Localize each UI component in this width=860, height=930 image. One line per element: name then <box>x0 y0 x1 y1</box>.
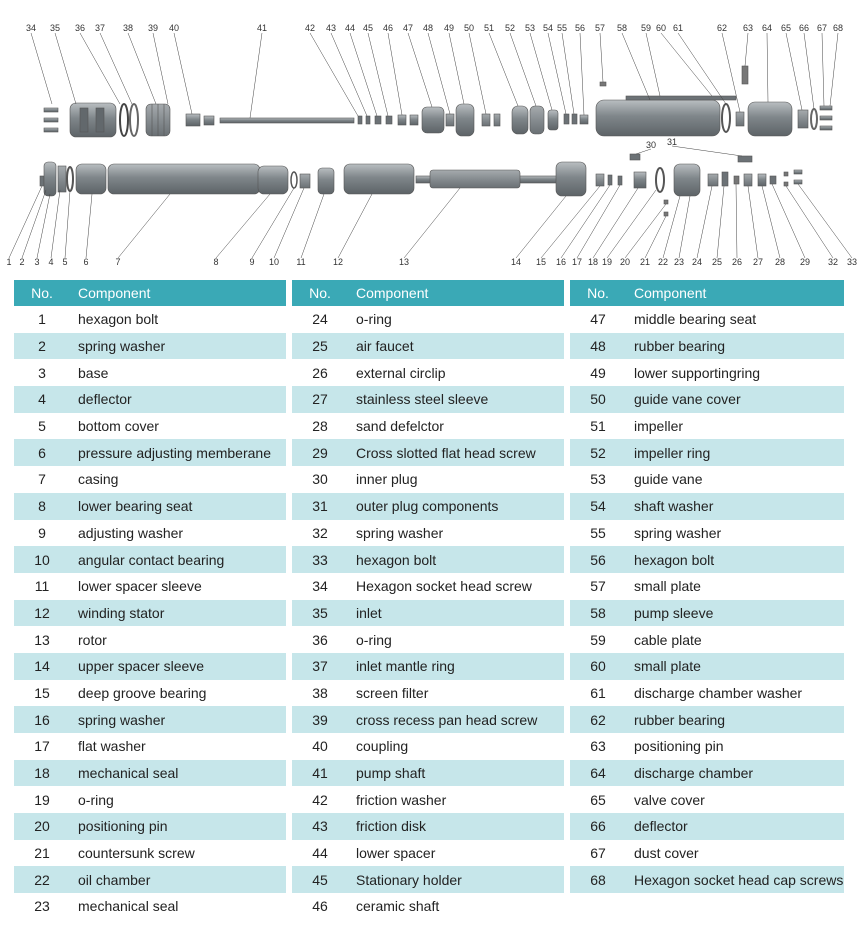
part-name: middle bearing seat <box>634 311 757 328</box>
part-name: deflector <box>626 813 844 840</box>
part-name: cable plate <box>634 631 702 648</box>
part-name: spring washer <box>70 333 286 360</box>
table-row <box>570 626 844 653</box>
callout-28: 28 <box>774 257 786 267</box>
callout-34: 34 <box>25 23 37 33</box>
table-row <box>292 893 564 920</box>
part-name: guide vane cover <box>626 386 844 413</box>
part-name: coupling <box>356 738 409 755</box>
table-row <box>14 813 286 840</box>
part-number: 50 <box>570 386 626 413</box>
callout-60: 60 <box>655 23 667 33</box>
part-number: 24 <box>312 311 328 328</box>
part-number: 15 <box>34 684 50 701</box>
callout-16: 16 <box>555 257 567 267</box>
part-name: dust cover <box>634 845 699 862</box>
part-name: bottom cover <box>78 418 159 435</box>
callout-14: 14 <box>510 257 522 267</box>
callout-12: 12 <box>332 257 344 267</box>
part-number: 5 <box>38 418 46 435</box>
callout-39: 39 <box>147 23 159 33</box>
table-row <box>292 413 564 440</box>
part-number: 63 <box>590 738 606 755</box>
part-number: 11 <box>34 578 50 595</box>
part-number: 65 <box>590 791 606 808</box>
callout-2: 2 <box>19 257 25 267</box>
part-number: 56 <box>570 546 626 573</box>
part-name: external circlip <box>356 364 446 381</box>
part-name: impeller <box>634 418 684 435</box>
table-row <box>14 359 286 386</box>
table-row <box>570 573 844 600</box>
part-name: screen filter <box>356 684 429 701</box>
callout-5: 5 <box>62 257 68 267</box>
callout-57: 57 <box>594 23 606 33</box>
part-name: friction washer <box>356 791 447 808</box>
callout-9: 9 <box>249 257 255 267</box>
part-number: 3 <box>38 364 46 381</box>
part-name: winding stator <box>70 600 286 627</box>
part-number: 46 <box>312 898 328 915</box>
part-number: 25 <box>292 333 348 360</box>
table-row <box>570 760 844 787</box>
part-number: 52 <box>570 439 626 466</box>
part-name: pump sleeve <box>626 600 844 627</box>
table-row <box>570 439 844 466</box>
part-number: 22 <box>14 866 70 893</box>
callout-37: 37 <box>94 23 106 33</box>
part-name: sand defelctor <box>356 418 444 435</box>
part-number: 36 <box>312 631 328 648</box>
table-row <box>14 760 286 787</box>
callout-68: 68 <box>832 23 844 33</box>
part-number: 29 <box>292 439 348 466</box>
callout-62: 62 <box>716 23 728 33</box>
callout-3: 3 <box>34 257 40 267</box>
callout-66: 66 <box>798 23 810 33</box>
callout-38: 38 <box>122 23 134 33</box>
callout-labels <box>6 23 857 267</box>
component-table-1 <box>14 280 286 920</box>
table-row <box>292 786 564 813</box>
table-row <box>570 413 844 440</box>
callout-7: 7 <box>115 257 121 267</box>
table-row <box>570 706 844 733</box>
part-number: 60 <box>570 653 626 680</box>
part-number: 20 <box>14 813 70 840</box>
part-name: oil chamber <box>70 866 286 893</box>
part-number: 16 <box>14 706 70 733</box>
part-number: 47 <box>590 311 606 328</box>
callout-50: 50 <box>463 23 475 33</box>
part-number: 9 <box>38 524 46 541</box>
part-name: cross recess pan head screw <box>348 706 564 733</box>
part-number: 19 <box>34 791 50 808</box>
part-name: upper spacer sleeve <box>70 653 286 680</box>
table-row <box>14 653 286 680</box>
part-name: angular contact bearing <box>70 546 286 573</box>
part-number: 33 <box>292 546 348 573</box>
table-row <box>14 386 286 413</box>
callout-20: 20 <box>619 257 631 267</box>
part-name: shaft washer <box>626 493 844 520</box>
part-name: o-ring <box>356 311 392 328</box>
part-name: mechanical seal <box>78 898 179 915</box>
callout-29: 29 <box>799 257 811 267</box>
table-header <box>14 280 286 306</box>
callout-54: 54 <box>542 23 554 33</box>
table-row <box>292 600 564 627</box>
header-no: No. <box>570 280 626 306</box>
part-name: rubber bearing <box>626 706 844 733</box>
header-no: No. <box>292 280 348 306</box>
header-no: No. <box>14 280 70 306</box>
table-row <box>14 520 286 547</box>
table-row <box>292 653 564 680</box>
part-number: 35 <box>292 600 348 627</box>
table-row <box>14 466 286 493</box>
callout-53: 53 <box>524 23 536 33</box>
table-row <box>292 333 564 360</box>
table-row <box>14 840 286 867</box>
callout-65: 65 <box>780 23 792 33</box>
part-number: 14 <box>14 653 70 680</box>
callout-30: 30 <box>645 140 657 150</box>
part-number: 13 <box>34 631 50 648</box>
part-number: 30 <box>312 471 328 488</box>
table-row <box>570 546 844 573</box>
callout-64: 64 <box>761 23 773 33</box>
table-row <box>14 306 286 333</box>
part-number: 42 <box>312 791 328 808</box>
part-name: discharge chamber <box>626 760 844 787</box>
callout-15: 15 <box>535 257 547 267</box>
part-number: 41 <box>292 760 348 787</box>
part-number: 53 <box>590 471 606 488</box>
part-name: pump shaft <box>348 760 564 787</box>
part-number: 54 <box>570 493 626 520</box>
callout-42: 42 <box>304 23 316 33</box>
callout-22: 22 <box>657 257 669 267</box>
part-number: 67 <box>590 845 606 862</box>
part-number: 8 <box>14 493 70 520</box>
table-row <box>14 626 286 653</box>
callout-40: 40 <box>168 23 180 33</box>
part-name: impeller ring <box>626 439 844 466</box>
part-name: pressure adjusting memberane <box>70 439 286 466</box>
part-name: inlet mantle ring <box>348 653 564 680</box>
part-name: small plate <box>634 578 701 595</box>
table-row <box>14 333 286 360</box>
part-name: o-ring <box>356 631 392 648</box>
table-row <box>14 706 286 733</box>
table-row <box>14 493 286 520</box>
header-component: Component <box>70 280 286 306</box>
part-name: spring washer <box>70 706 286 733</box>
part-name: rotor <box>78 631 107 648</box>
callout-24: 24 <box>691 257 703 267</box>
part-number: 64 <box>570 760 626 787</box>
callout-63: 63 <box>742 23 754 33</box>
part-name: positioning pin <box>634 738 724 755</box>
part-name: rubber bearing <box>626 333 844 360</box>
table-row <box>14 866 286 893</box>
callout-21: 21 <box>639 257 651 267</box>
part-name: hexagon bolt <box>348 546 564 573</box>
part-number: 23 <box>34 898 50 915</box>
table-row <box>570 306 844 333</box>
part-name: lower spacer <box>356 845 436 862</box>
table-row <box>14 600 286 627</box>
callout-59: 59 <box>640 23 652 33</box>
table-row <box>570 786 844 813</box>
table-row <box>292 573 564 600</box>
part-name: small plate <box>626 653 844 680</box>
part-name: outer plug components <box>348 493 564 520</box>
leader-lines <box>9 33 852 258</box>
part-number: 66 <box>570 813 626 840</box>
part-name: guide vane <box>634 471 703 488</box>
table-row <box>292 493 564 520</box>
table-row <box>292 813 564 840</box>
part-number: 51 <box>590 418 606 435</box>
part-number: 40 <box>312 738 328 755</box>
table-row <box>14 439 286 466</box>
part-number: 38 <box>312 684 328 701</box>
part-number: 32 <box>312 524 328 541</box>
part-name: ceramic shaft <box>356 898 440 915</box>
table-row <box>570 813 844 840</box>
callout-46: 46 <box>382 23 394 33</box>
part-number: 44 <box>312 845 328 862</box>
callout-10: 10 <box>268 257 280 267</box>
callout-31: 31 <box>666 137 678 147</box>
motor-assembly-parts <box>40 154 802 216</box>
part-number: 21 <box>34 845 50 862</box>
callout-44: 44 <box>344 23 356 33</box>
table-row <box>14 680 286 707</box>
part-name: discharge chamber washer <box>634 684 803 701</box>
part-name: deep groove bearing <box>78 684 207 701</box>
part-name: lower supportingring <box>634 364 761 381</box>
part-name: Hexagon socket head cap screws <box>626 866 844 893</box>
header-component: Component <box>626 280 844 306</box>
table-row <box>14 546 286 573</box>
part-number: 62 <box>570 706 626 733</box>
part-number: 10 <box>14 546 70 573</box>
part-name <box>626 893 844 920</box>
part-name: Stationary holder <box>348 866 564 893</box>
part-number: 34 <box>312 578 328 595</box>
table-row <box>292 680 564 707</box>
callout-47: 47 <box>402 23 414 33</box>
part-number: 37 <box>292 653 348 680</box>
callout-55: 55 <box>556 23 568 33</box>
part-number: 17 <box>34 738 50 755</box>
part-name: positioning pin <box>70 813 286 840</box>
callout-58: 58 <box>616 23 628 33</box>
table-row <box>292 706 564 733</box>
part-number: 48 <box>570 333 626 360</box>
table-row <box>292 733 564 760</box>
callout-45: 45 <box>362 23 374 33</box>
part-name: Hexagon socket head screw <box>356 578 532 595</box>
callout-49: 49 <box>443 23 455 33</box>
callout-4: 4 <box>48 257 54 267</box>
callout-17: 17 <box>571 257 583 267</box>
table-row <box>570 466 844 493</box>
part-number: 18 <box>14 760 70 787</box>
part-name: adjusting washer <box>78 524 184 541</box>
table-row <box>570 680 844 707</box>
part-name: inner plug <box>356 471 418 488</box>
part-number: 55 <box>590 524 606 541</box>
callout-6: 6 <box>83 257 89 267</box>
part-name: countersunk screw <box>78 845 195 862</box>
table-row <box>292 466 564 493</box>
part-number: 68 <box>570 866 626 893</box>
part-name: spring washer <box>634 524 722 541</box>
part-number: 49 <box>590 364 606 381</box>
callout-51: 51 <box>483 23 495 33</box>
table-row <box>292 626 564 653</box>
table-row <box>570 600 844 627</box>
part-name: valve cover <box>634 791 705 808</box>
table-row <box>570 866 844 893</box>
table-row <box>570 893 844 920</box>
table-row <box>570 493 844 520</box>
table-row <box>292 546 564 573</box>
callout-1: 1 <box>6 257 12 267</box>
callout-13: 13 <box>398 257 410 267</box>
table-row <box>292 520 564 547</box>
callout-41: 41 <box>256 23 268 33</box>
callout-25: 25 <box>711 257 723 267</box>
callout-19: 19 <box>601 257 613 267</box>
table-row <box>570 840 844 867</box>
callout-27: 27 <box>752 257 764 267</box>
component-table-2 <box>292 280 564 920</box>
part-number: 27 <box>292 386 348 413</box>
table-row <box>570 520 844 547</box>
part-number: 12 <box>14 600 70 627</box>
table-row <box>570 653 844 680</box>
part-name: o-ring <box>78 791 114 808</box>
part-number <box>570 893 626 920</box>
table-row <box>292 760 564 787</box>
table-row <box>292 359 564 386</box>
table-row <box>14 733 286 760</box>
part-number: 59 <box>590 631 606 648</box>
callout-35: 35 <box>49 23 61 33</box>
part-name: mechanical seal <box>70 760 286 787</box>
part-number: 2 <box>14 333 70 360</box>
table-row <box>570 386 844 413</box>
table-row <box>14 893 286 920</box>
part-name: Cross slotted flat head screw <box>348 439 564 466</box>
table-row <box>570 733 844 760</box>
part-number: 1 <box>38 311 46 328</box>
callout-67: 67 <box>816 23 828 33</box>
part-name: stainless steel sleeve <box>348 386 564 413</box>
table-row <box>570 359 844 386</box>
part-number: 57 <box>590 578 606 595</box>
header-component: Component <box>348 280 564 306</box>
callout-26: 26 <box>731 257 743 267</box>
part-number: 45 <box>292 866 348 893</box>
part-name: flat washer <box>78 738 146 755</box>
part-number: 39 <box>292 706 348 733</box>
part-name: lower bearing seat <box>70 493 286 520</box>
callout-61: 61 <box>672 23 684 33</box>
callout-43: 43 <box>325 23 337 33</box>
table-header <box>292 280 564 306</box>
part-number: 6 <box>14 439 70 466</box>
callout-52: 52 <box>504 23 516 33</box>
part-number: 43 <box>292 813 348 840</box>
part-name: spring washer <box>356 524 444 541</box>
callout-36: 36 <box>74 23 86 33</box>
component-table-3 <box>570 280 844 920</box>
table-row <box>14 573 286 600</box>
part-name: base <box>78 364 109 381</box>
callout-11: 11 <box>296 257 306 267</box>
callout-23: 23 <box>673 257 685 267</box>
part-number: 28 <box>312 418 328 435</box>
callout-48: 48 <box>422 23 434 33</box>
table-row <box>292 439 564 466</box>
part-number: 31 <box>292 493 348 520</box>
table-row <box>14 786 286 813</box>
part-name: hexagon bolt <box>78 311 159 328</box>
part-number: 58 <box>570 600 626 627</box>
part-name: inlet <box>348 600 564 627</box>
part-name: hexagon bolt <box>626 546 844 573</box>
part-number: 7 <box>38 471 46 488</box>
table-row <box>292 840 564 867</box>
table-row <box>292 866 564 893</box>
part-number: 4 <box>14 386 70 413</box>
part-name: friction disk <box>348 813 564 840</box>
callout-32: 32 <box>827 257 839 267</box>
table-row <box>292 306 564 333</box>
table-row <box>14 413 286 440</box>
part-name: deflector <box>70 386 286 413</box>
callout-8: 8 <box>213 257 219 267</box>
table-row <box>292 386 564 413</box>
table-row <box>570 333 844 360</box>
part-name: air faucet <box>348 333 564 360</box>
part-number: 61 <box>590 684 606 701</box>
part-name: casing <box>78 471 119 488</box>
table-header <box>570 280 844 306</box>
callout-18: 18 <box>587 257 599 267</box>
callout-56: 56 <box>574 23 586 33</box>
part-number: 26 <box>312 364 328 381</box>
part-name: lower spacer sleeve <box>78 578 202 595</box>
callout-33: 33 <box>846 257 858 267</box>
exploded-view-diagram <box>0 0 860 272</box>
